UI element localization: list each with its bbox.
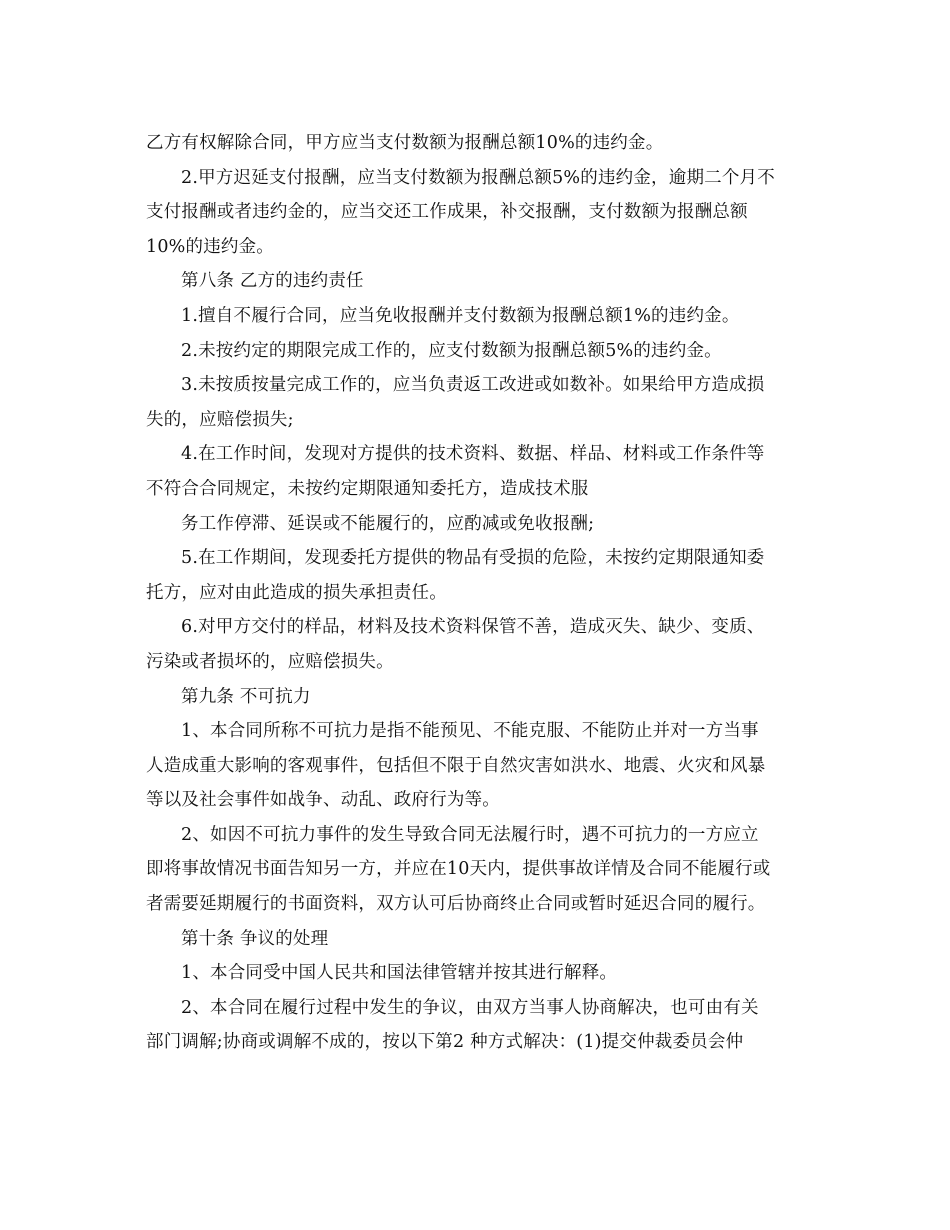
- text-line: 2、如因不可抗力事件的发生导致合同无法履行时，遇不可抗力的一方应立: [181, 824, 759, 845]
- text-line: 不符合合同规定，未按约定期限通知委托方，造成技术服: [146, 478, 589, 499]
- text-line: 6.对甲方交付的样品，材料及技术资料保管不善，造成灭失、缺少、变质、: [181, 617, 765, 638]
- text-line: 支付报酬或者违约金的，应当交还工作成果，补交报酬，支付数额为报酬总额: [146, 202, 748, 223]
- contract-text-body: [146, 126, 816, 1060]
- text-line: 者需要延期履行的书面资料，双方认可后协商终止合同或暂时延迟合同的履行。: [146, 894, 766, 915]
- text-line: 失的，应赔偿损失;: [146, 409, 294, 430]
- text-line: 务工作停滞、延误或不能履行的，应酌减或免收报酬;: [181, 513, 595, 534]
- text-line: 1、本合同所称不可抗力是指不能预见、不能克服、不能防止并对一方当事: [181, 721, 759, 742]
- text-line: 2.甲方迟延支付报酬，应当支付数额为报酬总额5%的违约金，逾期二个月不: [181, 167, 775, 188]
- text-line: 污染或者损坏的，应赔偿损失。: [146, 651, 394, 672]
- text-line: 人造成重大影响的客观事件，包括但不限于自然灾害如洪水、地震、火灾和风暴: [146, 755, 766, 776]
- text-line: 3.未按质按量完成工作的，应当负责返工改进或如数补。如果给甲方造成损: [181, 375, 765, 396]
- text-line: 5.在工作期间，发现委托方提供的物品有受损的危险，未按约定期限通知委: [181, 548, 765, 569]
- text-line: 即将事故情况书面告知另一方，并应在10天内，提供事故详情及合同不能履行或: [146, 859, 771, 880]
- text-line: 2、本合同在履行过程中发生的争议，由双方当事人协商解决，也可由有关: [181, 997, 759, 1018]
- text-line: 4.在工作时间，发现对方提供的技术资料、数据、样品、材料或工作条件等: [181, 444, 765, 465]
- text-line: 第八条 乙方的违约责任: [181, 271, 364, 292]
- text-line: 第十条 争议的处理: [181, 928, 329, 949]
- text-line: 第九条 不可抗力: [181, 686, 311, 707]
- text-line: 2.未按约定的期限完成工作的，应支付数额为报酬总额5%的违约金。: [181, 340, 722, 361]
- text-line: 10%的违约金。: [146, 236, 274, 257]
- text-line: 1、本合同受中国人民共和国法律管辖并按其进行解释。: [181, 963, 618, 984]
- text-line: 1.擅自不履行合同，应当免收报酬并支付数额为报酬总额1%的违约金。: [181, 305, 740, 326]
- text-line: 托方，应对由此造成的损失承担责任。: [146, 582, 447, 603]
- text-line: 部门调解;协商或调解不成的，按以下第2 种方式解决：(1)提交仲裁委员会仲: [146, 1032, 744, 1053]
- text-line: 等以及社会事件如战争、动乱、政府行为等。: [146, 790, 500, 811]
- text-line: 乙方有权解除合同，甲方应当支付数额为报酬总额10%的违约金。: [146, 133, 664, 153]
